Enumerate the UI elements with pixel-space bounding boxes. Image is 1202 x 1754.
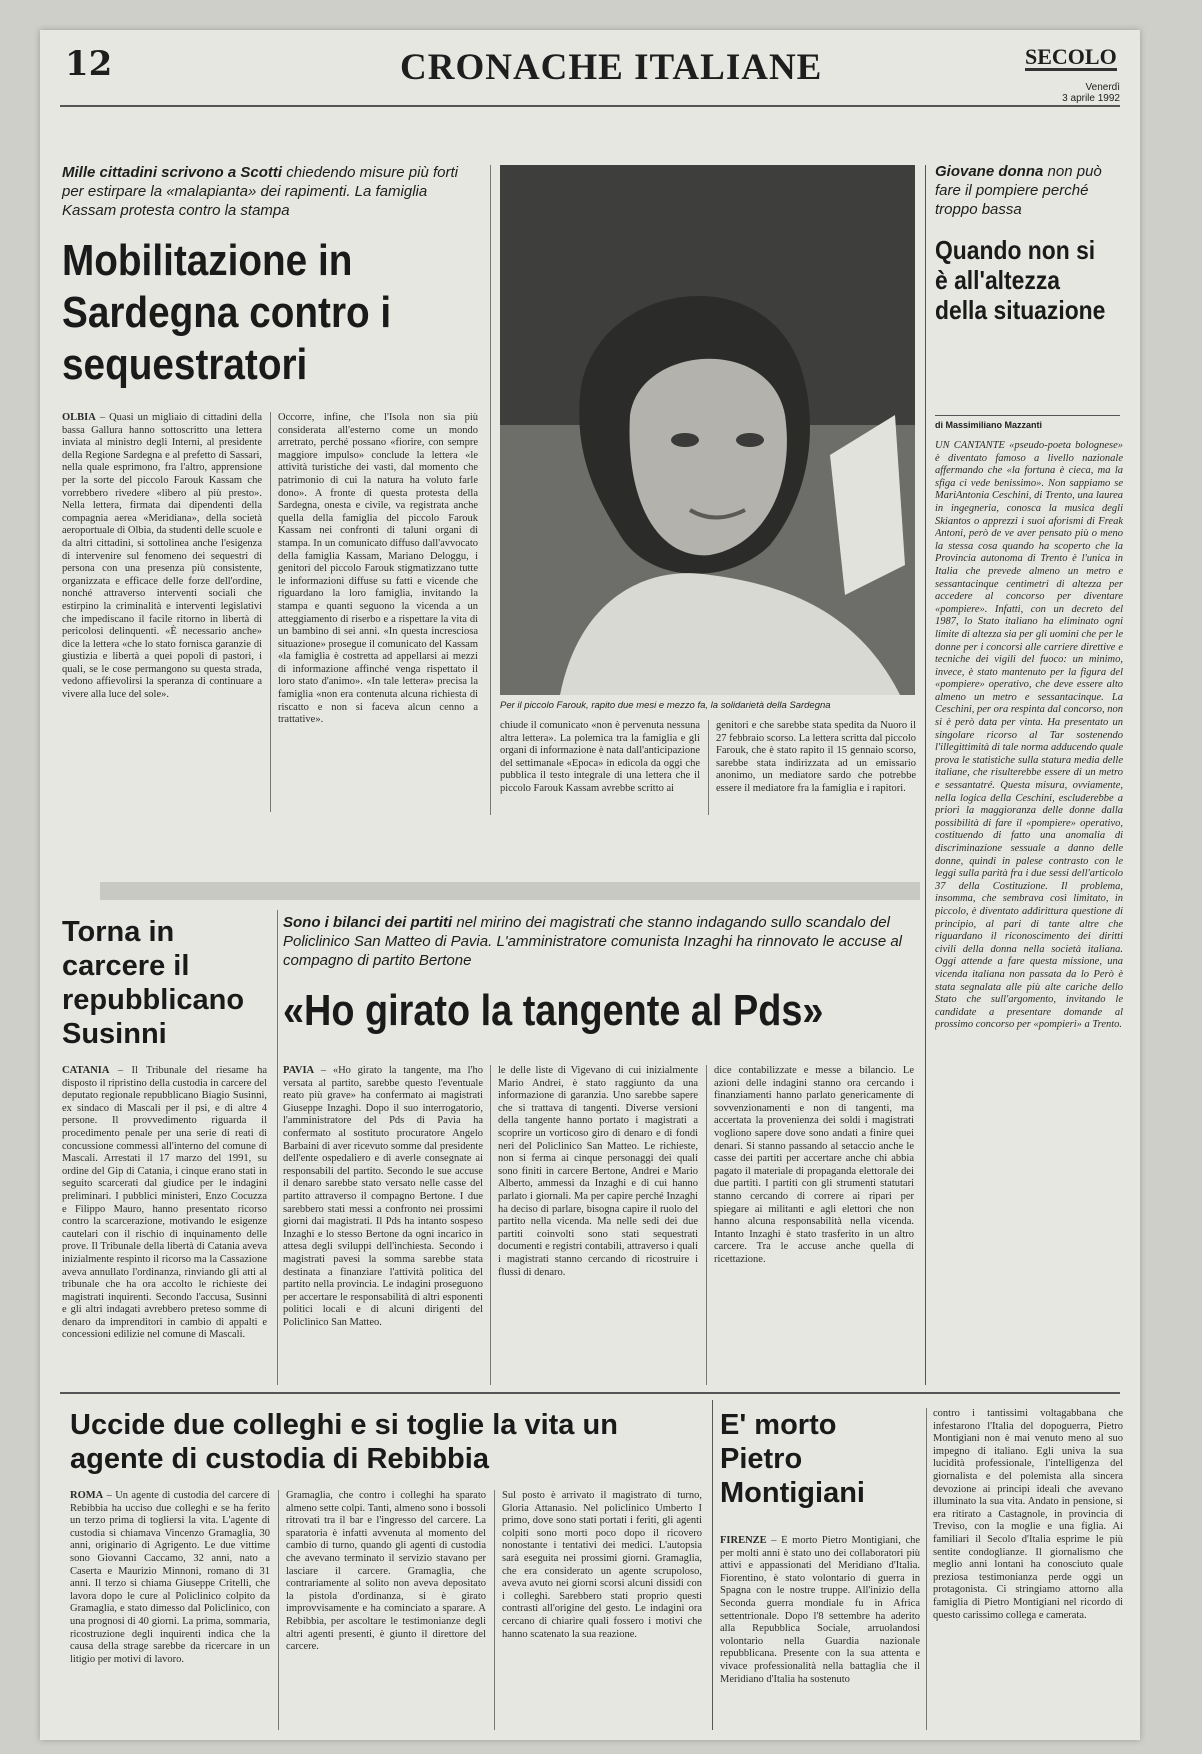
column-divider bbox=[708, 720, 709, 815]
column-divider bbox=[494, 1490, 495, 1730]
column-divider bbox=[490, 165, 491, 815]
masthead-rule bbox=[60, 105, 1120, 107]
story5-headline: Uccide due colleghi e si toglie la vita un agente di custodia di Rebibbia bbox=[70, 1409, 618, 1475]
page-number: 12 bbox=[65, 44, 113, 84]
story2-body: UN CANTANTE «pseudo-poeta bolognese» è diventato famoso a livello nazionale affermando che «la fortuna è cieca, ma la sfiga ci vede benissimo». Non sappiamo se MariAntonia Ceschini, di Trento, una laurea in ingegneria, conosca la musica degli Skiantos o apprezzi i suoi aforismi di Freak Antoni, però de ve aver pensato più o meno la stessa cosa quando ha scoperto che la Provincia autonoma di Trento è l'unica in Italia che prevede almeno un metro e sessantacinque centimetri di altezza per accedere al concorso per diventare «pompiere». Infatti, con un decreto del 1987, lo Stato italiano ha eliminato ogni limite di altezza sia per gli uomini che per le donne per i concorsi alle carriere direttive e tecniche dei vigili del fuoco: un minimo, invece, è stato mantenuto per la figura del «pompiere» operativo, che deve essere alto almeno un metro e sessantacinque. La Ceschini, per ora respinta dal concorso, non si è però data per vinta. Ha presentato un singolare ricorso al Tar sostenendo l'illegittimità di tale norma adducendo quale prova le statistiche sulla statura media delle italiane, che risulterebbe essere di un metro e sessantatré. Questa misura, ovviamente, nella logica della Ceschini, escluderebbe a priori la maggioranza delle donne dalla possibilità di fare il «pompiere» operativo, costituendo di fatto una anomalia di discriminazione sessuale a danno delle donne, quindi in palese contrasto con le leggi sulla parità fra i due sessi dell'articolo 37 della Costituzione. Il problema, insomma, che sembrava così limitato, in piccolo, è diventato addirittura questione di principio, al pari di tante altre che riguardano il riconoscimento dei diritti civili della donna nella società italiana. Oggi attende a fare questa missione, una vicenda italiana non passata da lo Però è stata segnalata alle più alte cariche dello Stato che sull'argomento, invitando le candidate a presentare domande al prossimo concorso per «pompieri» a Trento. bbox=[935, 440, 1123, 1031]
column-divider bbox=[706, 1065, 707, 1385]
byline-rule bbox=[935, 415, 1120, 416]
story4-dateline: PAVIA bbox=[283, 1065, 315, 1076]
story5-column-3: Sul posto è arrivato il magistrato di turno, Gloria Attanasio. Nel policlinico Umberto I primo, dove sono stati portati i feriti, gli agenti colpiti sono morti poco dopo il ricovero nonostante i tentativi dei medici. L'autopsia sarà eseguita nei prossimi giorni. Gramaglia, che era considerato un agente scrupoloso, aveva avuto nei giorni scorsi alcuni dissidi con i colleghi. Sarebbero stati proprio questi contrasti all'origine del gesto. Le indagini ora cercano di chiarire quali fossero i motivi che hanno scatenato la sua reazione. bbox=[502, 1490, 702, 1640]
story6-column-2: contro i tantissimi voltagabbana che infestarono l'Italia del dopoguerra, Pietro Montigiani non è mai venuto meno al suo impegno di italiano. Egli univa la sua lucidità professionale, l'intelligenza del giornalista e del polemista alla sincera devozione ai principi ideali che avevano illuminato la sua vita. Andato in pensione, si era ritirato a Castagnole, in provincia di Treviso, con la moglie e una figlia. Ai familiari il Secolo d'Italia esprime le più sentite condoglianze. Il giornalismo che meglio anni lontani ha conosciuto quale preziosa testimonianza perde oggi un protagonista. Ci stringiamo attorno alla famiglia di Pietro Montigiani nel ricordo di questo carissimo collega e camerata. bbox=[933, 1408, 1123, 1621]
issue-day: Venerdì bbox=[1085, 82, 1120, 93]
photo-boy-image bbox=[500, 165, 915, 695]
story2-kicker bbox=[935, 162, 1125, 219]
story1-kicker-rest: chiedendo misure più forti per estirpare la «malapianta» dei rapimenti. La famiglia Kassam protesta contro la stampa bbox=[62, 164, 458, 219]
story4-column-1: PAVIA – «Ho girato la tangente, ma l'ho versata al partito, sarebbe questo l'eventuale reato più grave» ha confermato ai magistrati Giuseppe Inzaghi. Dopo il suo interrogatorio, l'amministratore del Pds di Pavia ha confermato al sostituto procuratore Angelo Barbaini di aver ricevuto somme dal presidente dell'ente ospedaliero e di averle consegnate ai responsabili del partito. Secondo le sue accuse il denaro sarebbe stato versato nelle casse del partito attraverso il compagno Bertone. I due sarebbero stati messi a confronto nei prossimi giorni dai magistrati. Il Pds ha intanto sospeso Inzaghi e lo stesso Bertone da ogni incarico in attesa degli sviluppi dell'inchiesta. Secondo i magistrati pavesi la somma sarebbe stata destinata a finanziare l'attività politica del partito nella provincia. Le indagini proseguono per accertare le responsabilità di altri esponenti politici locali e di alcuni dirigenti del Policlinico San Matteo. bbox=[283, 1065, 483, 1328]
story6-headline: E' morto Pietro Montigiani bbox=[720, 1409, 865, 1509]
story1-column-4: genitori e che sarebbe stata spedita da Nuoro il 27 febbraio scorso. La lettera scritta dal piccolo Farouk, che è stato rapito il 15 gennaio scorso, sarebbe stata indirizzata ad un emissario anonimo, un mediatore sardo che potrebbe essere il mediatore fra la famiglia e i rapitori. bbox=[716, 720, 916, 794]
story6-dateline: FIRENZE bbox=[720, 1535, 767, 1546]
story3-body: Il Tribunale del riesame ha disposto il ripristino della custodia in carcere del deputato regionale repubblicano Biagio Susinni, ex sindaco di Mascali per il psi, e di altre 4 persone. Il provvedimento riguarda il procedimento penale per una serie di reati di concussione commessi all'interno del comune di Mascali. Arrestati il 17 marzo del 1991, su ordine del Gip di Catania, i cinque erano stati in seguito scarcerati dal giudice per le indagini preliminari. I pubblici ministeri, Enzo Cocuzza e Filippo Mauro, hanno presentato ricorso contro la scarcerazione, motivando le esigenze cautelari con il rischio di inquinamento delle prove. Il Tribunale della libertà di Catania aveva inizialmente respinto il ricorso ma la Cassazione aveva annullato l'ordinanza, rinviando gli atti al tribunale che ha ora accolto le richieste dei magistrati inquirenti. Secondo l'accusa, Susinni e gli altri indagati avrebbero preteso somme di denaro da imprenditori in cambio di appalti e concessioni edilizie nel comune di Mascali. bbox=[62, 1065, 267, 1341]
story1-column-1: OLBIA – Quasi un migliaio di cittadini della bassa Gallura hanno sottoscritto una lettera inviata al ministro degli Interni, al presidente della Regione Sardegna e al prefetto di Sassari, nella quale esprimono, fra l'altro, apprensione per la sorte del piccolo Farouk Kassam che vorrebbero rivedere «libero al più presto». Nella lettera, firmata dai dipendenti della compagnia aerea «Meridiana», della società aeroportuale di Olbia, da studenti delle scuole e da altri cittadini, si sottolinea anche l'esigenza di intervenire sul fenomeno dei sequestri di persona con una presenza più consistente, organizzata e efficace delle forze dell'ordine, nonché attraverso interventi sociali che estirpino la criminalità e interventi legislativi che impediscano il facile ritorno in libertà di pericolosi delinquenti. «È necessario anche» dice la lettera «che lo stato fornisca garanzie di giustizia e libertà a quei popoli di pastori, i quali, se le cose permangono su questa strada, vedono affievolirsi la speranza di continuare a vivere alla luce del sole». bbox=[62, 412, 262, 701]
story5-column-1: ROMA – Un agente di custodia del carcere di Rebibbia ha ucciso due colleghi e se ha ferito un terzo prima di togliersi la vita. L'agente di custodia si chiamava Vincenzo Gramaglia, 30 anni, originario di Agrigento. Le due vittime sono Giovanni Caccamo, 32 anni, nato a Caserta e Maurizio Minnoni, romano di 31 anni. Il terzo si chiama Giuseppe Critelli, che lavora dopo le cure al Policlinico colpito da Gramaglia, e stato dimesso dal Policlinico, con una prognosi di 40 giorni. La prima, sommaria, ricostruzione degli inquirenti indica che la causa della strage sarebbe da ricercare in un litigio per motivi di lavoro. bbox=[70, 1490, 270, 1665]
story5-body-1: Un agente di custodia del carcere di Rebibbia ha ucciso due colleghi e se ha ferito un terzo prima di togliersi la vita. L'agente di custodia si chiamava Vincenzo Gramaglia, 30 anni, originario di Agrigento. Le due vittime sono Giovanni Caccamo, 32 anni, nato a Caserta e Maurizio Minnoni, romano di 31 anni. Il terzo si chiama Giuseppe Critelli, che lavora dopo le cure al Policlinico colpito da Gramaglia, e stato dimesso dal Policlinico, con una prognosi di 40 giorni. La prima, sommaria, ricostruzione degli inquirenti indica che la causa della strage sarebbe da ricercare in un litigio per motivi di lavoro. bbox=[70, 1490, 270, 1665]
column-divider bbox=[926, 1408, 927, 1730]
story4-kicker-bold: Sono i bilanci dei partiti bbox=[283, 914, 453, 931]
story4-column-2: le delle liste di Vigevano di cui inizialmente Mario Andrei, è stato raggiunto da una informazione di garanzia. Uno sarebbe sapere che si trattava di tangenti. Diverse versioni della tangente hanno portato i magistrati a scoprire un vorticoso giro di denaro e di fondi neri del Policlinico San Matteo. Le richieste, non si ferma ai cinque personaggi dei quali sono finiti in carcere Bertone, Andrei e Mario Alberto, ammessi da Inzaghi e di cui hanno parlato i giornali. Ma per capire perché Inzaghi ha deciso di parlare, bisogna capire il ruolo del partito nella vicenda. Ma nelle sedi dei due partiti coinvolti sono stati sequestrati documenti e registri contabili, attraverso i quali i magistrati stanno cercando di ricostruire i flussi di denaro. bbox=[498, 1065, 698, 1278]
story3-headline: Torna in carcere il repubblicano Susinni bbox=[62, 916, 245, 1050]
section-title: CRONACHE ITALIANE bbox=[400, 47, 823, 88]
story1-body-2: Occorre, infine, che l'Isola non sia più considerata all'esterno come un mondo arretrato, perché possano «fiorire, con sempre maggiore impulso» conclude la lettera «le attività turistiche dei vasti, dal momento che patrimonio di cui la natura ha voluto farle dono». A fronte di questa protesta della Sardegna, onesta e civile, va registrata anche quella della famiglia del piccolo Farouk Kassam nei confronti di taluni organi di stampa. In un comunicato diffuso dall'avvocato della famiglia Kassam, Mariano Deloggu, i genitori del piccolo Farouk stigmatizzano tutte le informazioni diffuse su fatti e vicende che riguardano la loro famiglia, invitando la stampa e quanti seguono la vicenda a un atteggiamento di riserbo e a rispettare la vita di un bambino di sei anni. «In questa incresciosa situazione» prosegue il comunicato del Kassam «la famiglia è costretta ad appellarsi ai mezzi di informazione affinché venga rispettato il loro stato d'animo». «In tale lettera» precisa la famiglia «non era contenuta alcuna richiesta di riscatto e non si faceva alcun cenno a trattative». bbox=[278, 412, 478, 726]
column-divider bbox=[278, 1490, 279, 1730]
story2-kicker-rest: non può fare il pompiere perché troppo bassa bbox=[935, 163, 1102, 218]
column-divider bbox=[712, 1400, 713, 1730]
column-divider bbox=[925, 165, 926, 1385]
newspaper-logo: SECOLO bbox=[1025, 44, 1117, 69]
story1-kicker-bold: Mille cittadini scrivono a Scotti bbox=[62, 164, 283, 181]
story4-body-1: «Ho girato la tangente, ma l'ho versata al partito, sarebbe questo l'eventuale reato più grave» ha confermato ai magistrati Giuseppe Inzaghi. Dopo il suo interrogatorio, l'amministratore del Pds di Pavia ha confermato al sostituto procuratore Angelo Barbaini di aver ricevuto somme dal presidente dell'ente ospedaliero e di averle consegnate ai responsabili del partito. Secondo le sue accuse il denaro sarebbe stato versato nelle casse del partito attraverso il compagno Bertone. I due sarebbero stati messi a confronto nei prossimi giorni dai magistrati. Il Pds ha intanto sospeso Inzaghi e lo stesso Bertone da ogni incarico in attesa degli sviluppi dell'inchiesta. Secondo i magistrati pavesi la somma sarebbe stata destinata a finanziare l'attività politica del partito nella provincia. Le indagini proseguono per accertare le responsabilità di altri esponenti politici locali e di alcuni dirigenti del Policlinico San Matteo. bbox=[283, 1065, 483, 1328]
story3-column: CATANIA – Il Tribunale del riesame ha disposto il ripristino della custodia in carcere del deputato regionale repubblicano Biagio Susinni, ex sindaco di Mascali per il psi, e di altre 4 persone. Il provvedimento riguarda il procedimento penale per una serie di reati di concussione commessi all'interno del comune di Mascali. Arrestati il 17 marzo del 1991, su ordine del Gip di Catania, i cinque erano stati in seguito scarcerati dal giudice per le indagini preliminari. I pubblici ministeri, Enzo Cocuzza e Filippo Mauro, hanno presentato ricorso contro la scarcerazione, motivando le esigenze cautelari con il rischio di inquinamento delle prove. Il Tribunale della libertà di Catania aveva inizialmente respinto il ricorso ma la Cassazione aveva annullato l'ordinanza, rinviando gli atti al tribunale che ha ora accolto le richieste dei magistrati inquirenti. Secondo l'accusa, Susinni e gli altri indagati avrebbero preteso somme di denaro da imprenditori in cambio di appalti e concessioni edilizie nel comune di Mascali. bbox=[62, 1065, 267, 1341]
story3-dateline: CATANIA bbox=[62, 1065, 110, 1076]
story6-body-1: È morto Pietro Montigiani, che per molti anni è stato uno dei collaboratori più attivi e appassionati del Meridiano d'Italia. Fiorentino, è stato volontario di guerra in Spagna con le nostre truppe. All'inizio della Seconda guerra mondiale fu in Africa settentrionale. Dopo l'8 settembre ha aderito alla Repubblica Sociale, arruolandosi volontario nella Guardia nazionale repubblicana. Presente con la sua attenta e vivace professionalità nella battaglia che il Meridiano d'Italia ha sostenuto bbox=[720, 1535, 920, 1685]
story4-kicker-rest: nel mirino dei magistrati che stanno indagando sullo scandalo del Policlinico San Matteo di Pavia. L'amministratore comunista Inzaghi ha rinnovato le accuse al compagno di partito Bertone bbox=[283, 914, 903, 969]
story1-body-1: Quasi un migliaio di cittadini della bassa Gallura hanno sottoscritto una lettera inviata al ministro degli Interni, al presidente della Regione Sardegna e al prefetto di Sassari, nella quale esprimono, fra l'altro, apprensione per la sorte del piccolo Farouk Kassam che vorrebbero rivedere «libero al più presto». Nella lettera, firmata dai dipendenti della compagnia aerea «Meridiana», della società aeroportuale di Olbia, da studenti delle scuole e da altri cittadini, si sottolinea anche l'esigenza di intervenire sul fenomeno dei sequestri di persona con una presenza più consistente, organizzata e efficace delle forze dell'ordine, nonché attraverso interventi sociali che estirpino la criminalità e interventi legislativi che impediscano il facile ritorno in libertà di pericolosi delinquenti. «È necessario anche» dice la lettera «che lo stato fornisca garanzie di giustizia e libertà a quei popoli di pastori, i quali, se le cose permangono su questa strada, vedono affievolirsi la speranza di continuare a vivere alla luce del sole». bbox=[62, 412, 262, 701]
section-rule bbox=[60, 1392, 1120, 1394]
issue-date-value: 3 aprile 1992 bbox=[1062, 93, 1120, 104]
photo-farouk bbox=[500, 165, 915, 695]
photo-caption: Per il piccolo Farouk, rapito due mesi e mezzo fa, la solidarietà della Sardegna bbox=[500, 700, 831, 711]
story4-column-3: dice contabilizzate e messe a bilancio. Le azioni delle indagini stanno ora cercando i finanziamenti hanno parlato genericamente di sovvenzionamenti e non di tangenti, ma accertata la provenienza dei soldi i magistrati vogliono sapere dove sono andati a finire quei denari. Si stanno passando al setaccio anche le casse dei partiti per accertare anche chi abbia pagato il materiale di propaganda elettorale dei due partiti. I partiti con gli strumenti statutari stanno cercando di correre ai ripari per spiegare ai militanti e agli elettori che non hanno alcuna responsabilità nella vicenda. Intanto Inzaghi è stato trasferito in un altro carcere. Tra le accuse anche quella di ricettazione. bbox=[714, 1065, 914, 1265]
newspaper-page bbox=[40, 30, 1140, 1740]
issue-date bbox=[1025, 82, 1120, 104]
story1-column-2 bbox=[278, 412, 478, 816]
story2-headline: Quando non si è all'altezza della situazione bbox=[935, 235, 1106, 325]
column-divider bbox=[270, 412, 271, 812]
story5-column-2: Gramaglia, che contro i colleghi ha sparato almeno sette colpi. Tanti, almeno sono i bossoli ritrovati tra il bar e l'ingresso del carcere. La sparatoria è infatti avvenuta al momento del cambio di turno, quando gli agenti di custodia che avevano terminato il servizio stavano per lasciare il carcere. Gramaglia, che contrariamente al solito non aveva depositato la pistola d'ordinanza, si è girato improvvisamente e ha cominciato a sparare. A Rebibbia, per ascoltare le testimonianze degli altri agenti presenti, è giunto il direttore del carcere. bbox=[286, 1490, 486, 1653]
story2-byline: di Massimiliano Mazzanti bbox=[935, 420, 1043, 430]
story4-kicker bbox=[283, 913, 923, 970]
section-separator-band bbox=[100, 882, 920, 900]
column-divider bbox=[490, 1065, 491, 1385]
column-divider bbox=[277, 910, 278, 1385]
story1-dateline: OLBIA bbox=[62, 412, 96, 423]
story1-column-3: chiude il comunicato «non è pervenuta nessuna altra lettera». La polemica tra la famiglia e gli organi di informazione è nata dall'anticipazione del settimanale «Epoca» in edicola da oggi che pubblica il testo integrale di una lettera che il piccolo Farouk Kassam avrebbe scritto ai bbox=[500, 720, 700, 794]
story1-kicker bbox=[62, 163, 482, 220]
story6-column-1: FIRENZE – È morto Pietro Montigiani, che per molti anni è stato uno dei collaboratori più attivi e appassionati del Meridiano d'Italia. Fiorentino, è stato volontario di guerra in Spagna con le nostre truppe. All'inizio della Seconda guerra mondiale fu in Africa settentrionale. Dopo l'8 settembre ha aderito alla Repubblica Sociale, arruolandosi volontario nella Guardia nazionale repubblicana. Presente con la sua attenta e vivace professionalità nella battaglia che il Meridiano d'Italia ha sostenuto bbox=[720, 1535, 920, 1685]
story1-headline: Mobilitazione in Sardegna contro i sequestratori bbox=[62, 236, 392, 389]
story2-kicker-bold: Giovane donna bbox=[935, 163, 1044, 180]
story5-dateline: ROMA bbox=[70, 1490, 104, 1501]
story4-headline: «Ho girato la tangente al Pds» bbox=[283, 986, 824, 1035]
